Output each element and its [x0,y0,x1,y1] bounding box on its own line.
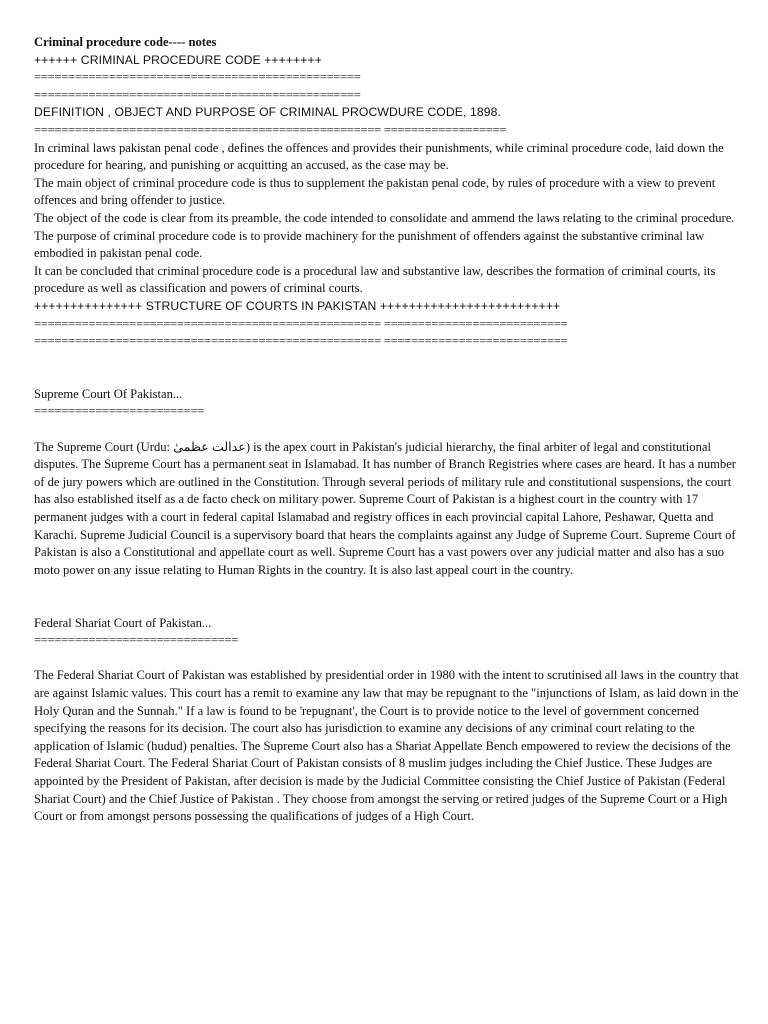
structure-banner: +++++++++++++++ STRUCTURE OF COURTS IN PAKISTAN +++++++++++++++++++++++++ [34,298,561,313]
definition-heading: DEFINITION , OBJECT AND PURPOSE OF CRIMINAL PROCWDURE CODE, 1898. [34,105,501,120]
intro-paragraph: The purpose of criminal procedure code is to provide machinery for the punishment of offenders against the substantive criminal law embodied in pakistan penal code. [34,228,705,261]
spacer [34,351,744,369]
intro-paragraph: The main object of criminal procedure code is thus to supplement the pakistan penal code, by rules of procedure with a view to prevent offences and bring offender to justice. [34,175,716,208]
separator: =================================================== =========================== [34,334,568,349]
spacer [34,650,744,668]
shariat-court-body: The Federal Shariat Court of Pakistan was established by presidential order in 1980 with the intent to scrutinised all laws in the country that are against Islamic values. This court has a remit to examine any law that may be repugnant to the "injunctions of Islam, as laid down in the Holy Quran and the Sunnah." If a law is found to be 'repugnant', the Court is to provide notice to the level of government concerned specifying the reasons for its decision. The court also has jurisdiction to examine any decisions of any criminal court relating to the application of Islamic (hudud) penalties. The Supreme Court also has a Shariat Appellate Bench empowered to review the decisions of the Federal Shariat Court. The Federal Shariat Court of Pakistan consists of 8 muslim judges including the Chief Justice. These Judges are appointed by the President of Pakistan, after decision is made by the Judicial Committee consisting the Chief Justice of Pakistan (Federal Shariat Court) and the Chief Justice of Pakistan . They choose from amongst the serving or retired judges of the Supreme Court or a High Court or from amongst persons possessing the qualifications of judges of a High Court. [34,668,739,824]
supreme-court-body: The Supreme Court (Urdu: عدالت عظمیٰ) is the apex court in Pakistan's judicial hierarchy, the final arbiter of legal and constitutional disputes. The Supreme Court has a permanent seat in Islamabad. It has number of Branch Registries where cases are heard. It has a number of de jury powers which are outlined in the Constitution. Through several periods of military rule and constitutional suspensions, the court has also established itself as a de facto check on military power. Supreme Court of Pakistan is a highest court in the country with 17 permanent judges with a court in federal capital Islamabad and registry offices in each provincial capital Lahore, Peshawar, Quetta and Karachi. Supreme Judicial Council is a supervisory board that hears the complaints against any Judge of Supreme Court. Supreme Court of Pakistan is also a Constitutional and appellate court as well. Supreme Court has a vast powers over any judicial matter and also has a suo moto power on any issue relating to Human Rights in the country. It is also last appeal court in the country. [34,439,736,577]
spacer [34,579,744,597]
spacer [34,421,744,439]
separator: =================================================== ================== [34,122,507,137]
header-banner: ++++++ CRIMINAL PROCEDURE CODE ++++++++ [34,52,322,67]
separator: =================================================== =========================== [34,316,568,331]
shariat-court-heading: Federal Shariat Court of Pakistan... [34,615,212,630]
spacer [34,368,744,386]
spacer [34,597,744,615]
intro-paragraph: The object of the code is clear from its preamble, the code intended to consolidate and ammend the laws relating to the criminal procedure. [34,210,735,225]
shariat-court-underline: ============================== [34,633,239,648]
separator: ================================================ [34,70,361,85]
intro-paragraph: In criminal laws pakistan penal code , defines the offences and provides their punishments, while criminal procedure code, laid down the procedure for hearing, and punishing or acquitting an accused, as the case may be. [34,140,724,173]
intro-paragraph: It can be concluded that criminal procedure code is a procedural law and substantive law, describes the formation of criminal courts, its procedure as well as classification and powers of criminal courts. [34,263,716,296]
document-page [34,34,744,826]
supreme-court-heading: Supreme Court Of Pakistan... [34,386,183,401]
supreme-court-underline: ========================= [34,404,205,419]
separator: ================================================ [34,87,361,102]
doc-title: Criminal procedure code---- notes [34,35,217,49]
